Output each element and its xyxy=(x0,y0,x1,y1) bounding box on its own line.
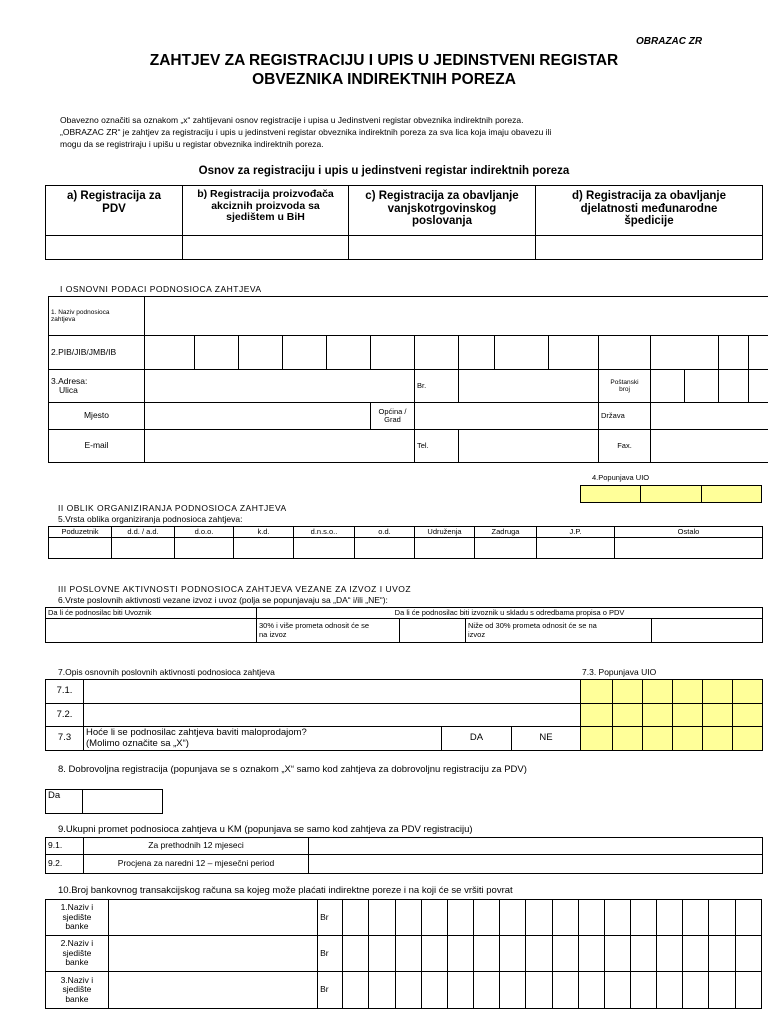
uio-activity-code[interactable] xyxy=(643,727,673,751)
activity-row-label: 7.2. xyxy=(46,704,84,727)
org-col-header: Ostalo xyxy=(615,527,763,538)
uio-activity-code[interactable] xyxy=(703,704,733,727)
account-digit[interactable] xyxy=(343,972,369,1009)
voluntary-da-label: Da xyxy=(46,790,83,814)
account-digit[interactable] xyxy=(395,936,421,972)
fax-label: Fax. xyxy=(599,430,651,463)
uio-activity-code[interactable] xyxy=(673,680,703,704)
basis-d-label: d) Registracija za obavljanje djelatnosti međunarodne špedicije xyxy=(536,186,763,236)
org-field[interactable] xyxy=(475,538,537,559)
pib-label: 2.PIB/JIB/JMB/IB xyxy=(49,336,145,370)
org-col-header: d.d. / a.d. xyxy=(112,527,175,538)
uio-label: 4.Popunjava UIO xyxy=(592,473,650,482)
account-digit[interactable] xyxy=(526,972,552,1009)
account-digit[interactable] xyxy=(526,900,552,936)
account-digit[interactable] xyxy=(657,936,683,972)
bank-accounts-table xyxy=(45,899,762,1009)
account-digit[interactable] xyxy=(709,936,735,972)
account-digit[interactable] xyxy=(630,936,656,972)
uio-activity-code[interactable] xyxy=(581,704,613,727)
export-over-30-label: 30% i više prometa odnosit će se na izvoz xyxy=(257,619,400,643)
pib-digit[interactable] xyxy=(195,336,239,370)
retail-question: Hoće li se podnosilac zahtjeva baviti maloprodajom? (Molimo označite sa „X“) xyxy=(84,727,442,751)
section10-heading: 10.Broj bankovnog transakcijskog računa sa kojeg može plaćati indirektne poreze i na koji će se vršiti povrat xyxy=(58,885,513,896)
account-digit[interactable] xyxy=(369,936,395,972)
retail-yes-option[interactable]: DA xyxy=(442,727,512,751)
postal-digit[interactable] xyxy=(651,370,685,403)
section3-subheading: 6.Vrste poslovnih aktivnosti vezane izvoz i uvoz (polja se popunjavaju sa „DA“ i/ili „NE“): xyxy=(58,595,388,605)
tel-label: Tel. xyxy=(415,430,459,463)
account-digit[interactable] xyxy=(447,936,473,972)
activity-field[interactable] xyxy=(84,680,581,704)
account-digit[interactable] xyxy=(709,972,735,1009)
uio-activity-code[interactable] xyxy=(733,727,763,751)
org-col-header: d.o.o. xyxy=(175,527,234,538)
account-digit[interactable] xyxy=(735,900,761,936)
section7-heading: 7.Opis osnovnih poslovnih aktivnosti podnosioca zahtjeva xyxy=(58,667,275,677)
turnover-row-number: 9.2. xyxy=(46,855,84,874)
pib-digit[interactable] xyxy=(495,336,549,370)
tel-field[interactable] xyxy=(459,430,599,463)
organization-table xyxy=(48,526,763,559)
basis-a-field[interactable] xyxy=(46,236,183,260)
org-field[interactable] xyxy=(415,538,475,559)
org-field[interactable] xyxy=(234,538,294,559)
org-col-header: k.d. xyxy=(234,527,294,538)
account-digit[interactable] xyxy=(421,900,447,936)
uio-activity-code[interactable] xyxy=(613,727,643,751)
activities-table xyxy=(45,679,763,751)
voluntary-table xyxy=(45,789,163,814)
account-digit[interactable] xyxy=(343,900,369,936)
pib-digit[interactable] xyxy=(327,336,371,370)
org-field[interactable] xyxy=(49,538,112,559)
org-col-header: d.n.s.o.. xyxy=(294,527,355,538)
pib-digit[interactable] xyxy=(549,336,599,370)
basis-heading: Osnov za registraciju i upis u jedinstveni registar indirektnih poreza xyxy=(198,165,570,177)
account-digit[interactable] xyxy=(604,900,630,936)
activity-row-label: 7.3 xyxy=(46,727,84,751)
municipality-label: Općina / Grad xyxy=(371,403,415,430)
account-digit[interactable] xyxy=(657,972,683,1009)
export-under-30-field[interactable] xyxy=(652,619,763,643)
bank-name-label: 2.Naziv i sjedište banke xyxy=(46,936,109,972)
pib-digit[interactable] xyxy=(239,336,283,370)
basis-table xyxy=(45,185,763,260)
uio-field[interactable] xyxy=(641,486,701,503)
account-digit[interactable] xyxy=(343,936,369,972)
account-digit[interactable] xyxy=(474,900,500,936)
intro-line-2: „OBRAZAC ZR“ je zahtjev za registraciju i upis u jedinstveni registar obveznika indirektnih poreza za sva lica koja imaju obavezu ili xyxy=(60,127,552,137)
pib-digit[interactable] xyxy=(415,336,459,370)
uio-activity-code[interactable] xyxy=(643,704,673,727)
account-digit[interactable] xyxy=(578,900,604,936)
postal-digit[interactable] xyxy=(719,370,749,403)
postal-digit[interactable] xyxy=(749,370,768,403)
account-digit[interactable] xyxy=(421,936,447,972)
account-number-label: Br xyxy=(318,936,343,972)
account-digit[interactable] xyxy=(578,972,604,1009)
pib-digit[interactable] xyxy=(459,336,495,370)
intro-line-1: Obavezno označiti sa oznakom „x“ zahtijevani osnov registracije i upisa u Jedinstveni registar obveznika indirektnih poreza. xyxy=(60,115,524,125)
country-label: Država xyxy=(599,403,651,430)
export-import-table xyxy=(45,607,763,643)
account-digit[interactable] xyxy=(709,900,735,936)
pib-digit[interactable] xyxy=(651,336,719,370)
basis-b-label: b) Registracija proizvođača akciznih proizvoda sa sjedištem u BiH xyxy=(183,186,349,236)
org-field[interactable] xyxy=(537,538,615,559)
org-field[interactable] xyxy=(294,538,355,559)
account-digit[interactable] xyxy=(683,900,709,936)
pib-digit[interactable] xyxy=(145,336,195,370)
city-label: Mjesto xyxy=(49,403,145,430)
pib-digit[interactable] xyxy=(719,336,749,370)
email-field[interactable] xyxy=(145,430,415,463)
municipality-field[interactable] xyxy=(415,403,599,430)
account-digit[interactable] xyxy=(552,936,578,972)
account-digit[interactable] xyxy=(735,936,761,972)
org-col-header: Poduzetnik xyxy=(49,527,112,538)
uio-box xyxy=(580,485,762,503)
section7-uio-label: 7.3. Popunjava UIO xyxy=(582,667,657,677)
section2-subheading: 5.Vrsta oblika organiziranja podnosioca zahtjeva: xyxy=(58,514,243,524)
uio-activity-code[interactable] xyxy=(581,727,613,751)
org-col-header: o.d. xyxy=(355,527,415,538)
uio-field[interactable] xyxy=(581,486,641,503)
org-field[interactable] xyxy=(355,538,415,559)
turnover-field[interactable] xyxy=(309,838,763,855)
account-digit[interactable] xyxy=(500,936,526,972)
account-digit[interactable] xyxy=(395,900,421,936)
section1-heading: I OSNOVNI PODACI PODNOSIOCA ZAHTJEVA xyxy=(60,284,262,294)
account-digit[interactable] xyxy=(474,936,500,972)
uio-activity-code[interactable] xyxy=(673,727,703,751)
account-digit[interactable] xyxy=(395,972,421,1009)
form-code: OBRAZAC ZR xyxy=(636,36,703,47)
turnover-row-label: Za prethodnih 12 mjeseci xyxy=(84,838,309,855)
org-field[interactable] xyxy=(175,538,234,559)
pib-digit[interactable] xyxy=(749,336,768,370)
basis-b-field[interactable] xyxy=(183,236,349,260)
uio-activity-code[interactable] xyxy=(733,680,763,704)
applicant-name-label: 1. Naziv podnosioca zahtjeva xyxy=(49,297,145,336)
importer-label: Da li će podnosilac biti Uvoznik xyxy=(46,608,257,619)
voluntary-field[interactable] xyxy=(83,790,163,814)
email-label: E-mail xyxy=(49,430,145,463)
bank-name-field[interactable] xyxy=(108,900,317,936)
activity-row-label: 7.1. xyxy=(46,680,84,704)
account-digit[interactable] xyxy=(526,936,552,972)
intro-line-3: mogu da se registriraju i upišu u registar obveznika indirektnih poreza. xyxy=(60,139,324,149)
exporter-label: Da li će podnosilac biti izvoznik u skladu s odredbama propisa o PDV xyxy=(257,608,763,619)
uio-activity-code[interactable] xyxy=(613,704,643,727)
applicant-name-field[interactable] xyxy=(145,297,768,336)
account-digit[interactable] xyxy=(604,936,630,972)
uio-activity-code[interactable] xyxy=(643,680,673,704)
importer-field[interactable] xyxy=(46,619,257,643)
section9-heading: 9.Ukupni promet podnosioca zahtjeva u KM (popunjava se samo kod zahtjeva za PDV registraciju) xyxy=(58,824,473,835)
section2-heading: II OBLIK ORGANIZIRANJA PODNOSIOCA ZAHTJEVA xyxy=(58,503,287,513)
turnover-row-number: 9.1. xyxy=(46,838,84,855)
account-digit[interactable] xyxy=(604,972,630,1009)
form-title-line1: ZAHTJEV ZA REGISTRACIJU I UPIS U JEDINSTVENI REGISTAR xyxy=(149,52,619,69)
country-field[interactable] xyxy=(651,403,768,430)
account-digit[interactable] xyxy=(369,900,395,936)
account-digit[interactable] xyxy=(552,972,578,1009)
fax-field[interactable] xyxy=(651,430,768,463)
city-field[interactable] xyxy=(145,403,371,430)
account-digit[interactable] xyxy=(683,972,709,1009)
account-digit[interactable] xyxy=(630,900,656,936)
org-col-header: Udruženja xyxy=(415,527,475,538)
turnover-table xyxy=(45,837,763,874)
house-number-label: Br. xyxy=(415,370,459,403)
org-field[interactable] xyxy=(112,538,175,559)
account-digit[interactable] xyxy=(500,900,526,936)
uio-field[interactable] xyxy=(701,486,761,503)
bank-name-field[interactable] xyxy=(108,936,317,972)
account-digit[interactable] xyxy=(500,972,526,1009)
export-over-30-field[interactable] xyxy=(400,619,466,643)
uio-activity-code[interactable] xyxy=(581,680,613,704)
account-digit[interactable] xyxy=(447,972,473,1009)
basis-c-field[interactable] xyxy=(349,236,536,260)
account-digit[interactable] xyxy=(421,972,447,1009)
account-number-label: Br xyxy=(318,900,343,936)
uio-activity-code[interactable] xyxy=(613,680,643,704)
street-field[interactable] xyxy=(145,370,415,403)
export-under-30-label: Niže od 30% prometa odnosit će se na izvoz xyxy=(466,619,652,643)
applicant-table xyxy=(48,296,768,463)
account-number-label: Br xyxy=(318,972,343,1009)
basis-a-label: a) Registracija za PDV xyxy=(46,186,183,236)
uio-activity-code[interactable] xyxy=(703,727,733,751)
pib-digit[interactable] xyxy=(283,336,327,370)
postal-code-label: Poštanski broj xyxy=(599,370,651,403)
house-number-field[interactable] xyxy=(459,370,599,403)
org-col-header: Zadruga xyxy=(475,527,537,538)
activity-field[interactable] xyxy=(84,704,581,727)
pib-digit[interactable] xyxy=(599,336,651,370)
account-digit[interactable] xyxy=(474,972,500,1009)
turnover-field[interactable] xyxy=(309,855,763,874)
account-digit[interactable] xyxy=(369,972,395,1009)
bank-name-label: 3.Naziv i sjedište banke xyxy=(46,972,109,1009)
account-digit[interactable] xyxy=(683,936,709,972)
account-digit[interactable] xyxy=(657,900,683,936)
turnover-row-label: Procjena za naredni 12 – mjesečni period xyxy=(84,855,309,874)
org-col-header: J.P. xyxy=(537,527,615,538)
account-digit[interactable] xyxy=(630,972,656,1009)
bank-name-label: 1.Naziv i sjedište banke xyxy=(46,900,109,936)
account-digit[interactable] xyxy=(552,900,578,936)
postal-digit[interactable] xyxy=(685,370,719,403)
basis-d-field[interactable] xyxy=(536,236,763,260)
account-digit[interactable] xyxy=(447,900,473,936)
section8-heading: 8. Dobrovoljna registracija (popunjava se s oznakom „X“ samo kod zahtjeva za dobrovoljnu registraciju za PDV) xyxy=(58,764,527,775)
basis-c-label: c) Registracija za obavljanje vanjskotrgovinskog poslovanja xyxy=(349,186,536,236)
account-digit[interactable] xyxy=(735,972,761,1009)
street-label: 3.Adresa: Ulica xyxy=(49,370,145,403)
pib-digit[interactable] xyxy=(371,336,415,370)
uio-activity-code[interactable] xyxy=(703,680,733,704)
org-field[interactable] xyxy=(615,538,763,559)
uio-activity-code[interactable] xyxy=(673,704,703,727)
retail-no-option[interactable]: NE xyxy=(512,727,581,751)
section3-heading: III POSLOVNE AKTIVNOSTI PODNOSIOCA ZAHTJEVA VEZANE ZA IZVOZ I UVOZ xyxy=(58,584,412,594)
account-digit[interactable] xyxy=(578,936,604,972)
uio-activity-code[interactable] xyxy=(733,704,763,727)
bank-name-field[interactable] xyxy=(108,972,317,1009)
form-title-line2: OBVEZNIKA INDIREKTNIH POREZA xyxy=(252,71,516,88)
